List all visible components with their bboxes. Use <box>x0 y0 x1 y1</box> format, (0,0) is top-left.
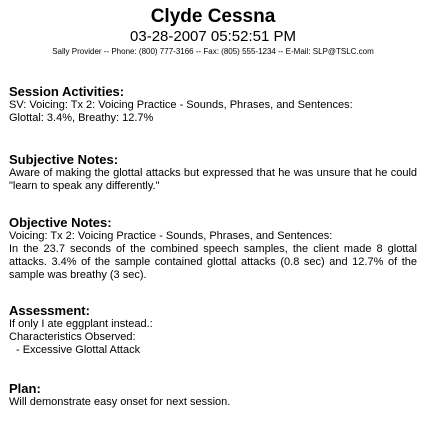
client-name: Clyde Cessna <box>150 6 276 27</box>
objective-notes-heading: Objective Notes: <box>9 215 112 230</box>
assessment-line-2: Characteristics Observed: <box>9 331 136 343</box>
assessment-characteristic-item: - Excessive Glottal Attack <box>16 344 141 356</box>
plan-heading: Plan: <box>9 381 41 396</box>
assessment-line-1: If only I ate eggplant instead.: <box>9 318 153 330</box>
plan-section <box>9 381 417 409</box>
objective-notes-section <box>9 215 417 282</box>
subjective-notes-heading: Subjective Notes: <box>9 152 119 167</box>
objective-notes-line-1: Voicing: Tx 2: Voicing Practice - Sounds, Phrases, and Sentences: <box>9 230 333 242</box>
assessment-heading: Assessment: <box>9 303 90 318</box>
session-activities-heading: Session Activities: <box>9 84 125 99</box>
session-activities-section <box>9 84 417 125</box>
session-activities-line-1: SV: Voicing: Tx 2: Voicing Practice - Sounds, Phrases, and Sentences: <box>9 99 353 111</box>
session-datetime: 03-28-2007 05:52:51 PM <box>130 28 296 45</box>
subjective-notes-section <box>9 152 417 193</box>
plan-body: Will demonstrate easy onset for next session. <box>9 396 231 408</box>
subjective-notes-body: Aware of making the glottal attacks but expressed that he was unsure that he could "learn to speak any differently." <box>9 167 417 192</box>
provider-contact-line: Sally Provider -- Phone: (800) 777-3166 -- Fax: (805) 555-1234 -- E-Mail: SLP@TSLC.com <box>52 47 374 56</box>
session-activities-line-2: Glottal: 3.4%, Breathy: 12.7% <box>9 112 154 124</box>
assessment-section <box>9 303 417 357</box>
objective-notes-body: In the 23.7 seconds of the combined speech samples, the client made 8 glottal attacks. 3.4% of the sample contained glottal attacks (0.8 sec) and 12.7% of the sample was breathy (3 sec). <box>9 243 417 281</box>
